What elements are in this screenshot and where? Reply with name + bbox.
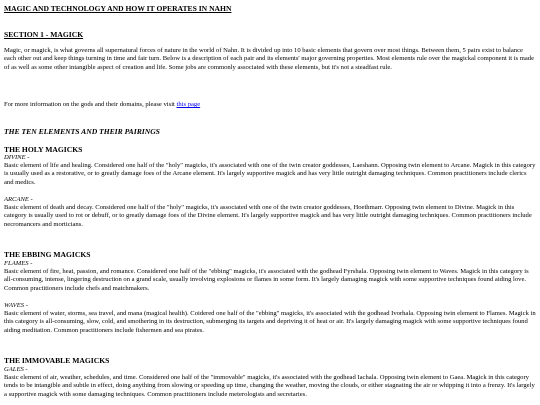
page-title: MAGIC AND TECHNOLOGY AND HOW IT OPERATES IN NAHN: [4, 4, 232, 13]
more-info-line: [4, 101, 200, 109]
element-name-flames: FLAMES -: [4, 260, 33, 267]
this-page-link[interactable]: this page: [176, 101, 201, 108]
element-description-gales: Basic element of air, weather, schedules, and time. Considered one half of the "immovable" magicks, it's associated with the godhead Iachala. Opposing twin element to Gaea. Magick in this category tends to be intangible and subtle in effect, doing anything from slowing or speeding up time, changing the weather, moving the clouds, or either stagnating the air or whipping it into a frenzy. It's largely a supportive magick with some damaging techniques. Common practitioners include meterologists and secretaries.: [4, 374, 535, 398]
element-description-arcane: Basic element of death and decay. Considered one half of the "holy" magicks, it's associated with one of the twin creator goddesses, Hoethmarr. Opposing twin element to Divine. Magick in this category is usually used to rot or debuff, or to greatly damage foes of the Divine element. It's largely supportive magick and has very little outright damaging techniques. Common practitioners include necromancers and morticians.: [4, 204, 532, 228]
section-heading: SECTION 1 - MAGICK: [4, 30, 84, 39]
group-heading-holy: THE HOLY MAGICKS: [4, 145, 83, 154]
element-name-waves: WAVES -: [4, 302, 28, 309]
element-name-divine: DIVINE -: [4, 154, 30, 161]
element-description-waves: Basic element of water, storms, sea travel, and mana (magical health). Coidered one half of the "ebbing" magicks, it's associated with the godhead Ivorhala. Opposing twin element to Flames. Magick in this category is all-consuming, slow, cold, and smothering in its destruction, submerging its targets and depriving it of heat or air. It's largely damaging magick with some supportive techniques found aiding meditation. Common practitioners include fishermen and sea pirates.: [4, 310, 536, 334]
group-heading-ebbing: THE EBBING MAGICKS: [4, 250, 91, 259]
element-name-arcane: ARCANE -: [4, 196, 33, 203]
element-name-gales: GALES -: [4, 366, 28, 373]
intro-paragraph: Magic, or magick, is what governs all supernatural forces of nature in the world of Nahn. It is divided up into 10 basic elements that govern over most things. Between them, 5 pairs exist to balance each other out and keep things turning in time and fair turn. Below is a description of each pair and its elements' major governing properties. Most elements rule over the magickal component it is made of as well as some other intangible aspect of creation and life. Some jobs are commonly associated with these elements, but it's not a steadfast rule.: [4, 47, 535, 71]
more-info-text: For more information on the gods and their domains, please visit: [4, 101, 177, 108]
elements-title: THE TEN ELEMENTS AND THEIR PAIRINGS: [4, 127, 160, 136]
element-description-flames: Basic element of fire, heat, passion, and romance. Considered one half of the "ebbing" magicks, it's associated with the godhead Fyrshala. Opposing twin element to Waves. Magick in this category is all-consuming, intense, lingering destruction on a grand scale, usually involving explosions or flames in some form. It's largely damaging magick with some supportive techniques found aiding love. Common practitioners include chefs and matchmakers.: [4, 268, 529, 292]
element-description-divine: Basic element of life and healing. Considered one half of the "holy" magicks, it's associated with one of the twin creator goddesses, Laeshann. Opposing twin element to Arcane. Magick in this category is usually used as a restorative, or to greatly damage foes of the Arcane element. It's largely supportive magick and has very little outright damaging techniques. Common practitioners include clerics and medics.: [4, 162, 536, 186]
group-heading-immovable: THE IMMOVABLE MAGICKS: [4, 356, 110, 365]
